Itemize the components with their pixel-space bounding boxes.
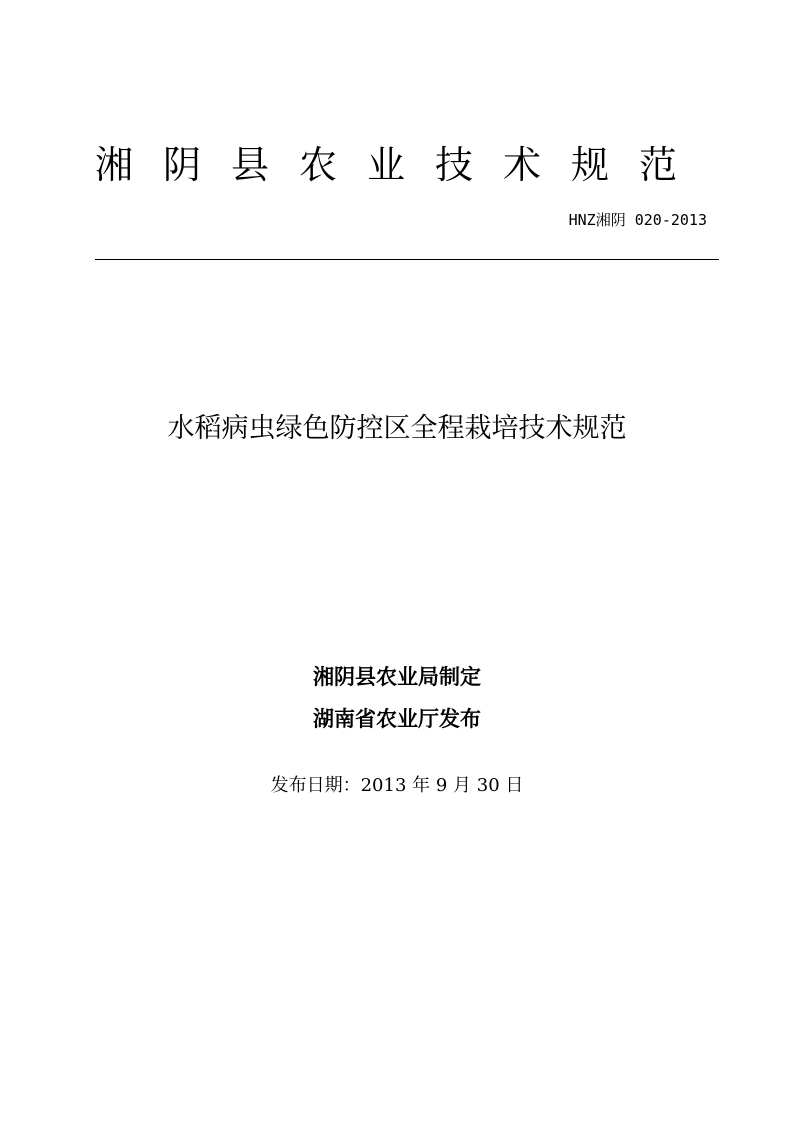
drafting-organization: 湘阴县农业局制定 — [313, 664, 481, 689]
standard-code: HNZ湘阴 020-2013 — [568, 211, 707, 229]
document-title: 水稻病虫绿色防控区全程栽培技术规范 — [167, 413, 627, 444]
release-date: 发布日期：2013 年 9 月 30 日 — [270, 775, 524, 796]
publishing-organization: 湖南省农业厅发布 — [313, 706, 481, 731]
header-divider — [95, 259, 719, 260]
standard-series-title: 湘阴县农业技术规范 — [95, 143, 708, 187]
